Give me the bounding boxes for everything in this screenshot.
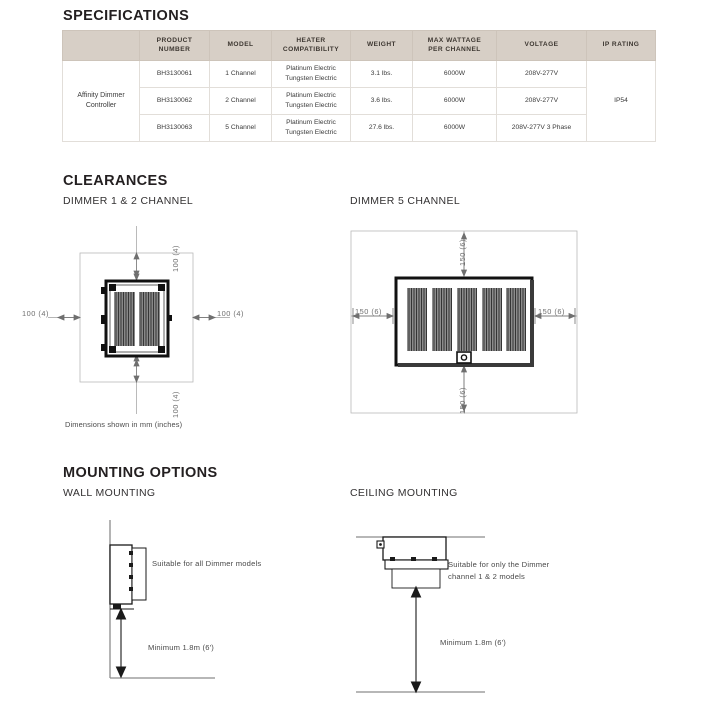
- header-wattage-line2: PER CHANNEL: [428, 45, 481, 53]
- cell-ip-rating: IP54: [587, 61, 656, 142]
- wall-mounting-label: WALL MOUNTING: [63, 487, 156, 499]
- table-header-row: [63, 31, 656, 61]
- specifications-heading: SPECIFICATIONS: [63, 8, 190, 24]
- header-product-number-line1: PRODUCT: [156, 36, 193, 44]
- heater-line2: Tungsten Electric: [285, 75, 337, 82]
- ceiling-mounting-label: CEILING MOUNTING: [350, 487, 458, 499]
- cell-weight: 3.6 lbs.: [351, 88, 413, 115]
- dimensions-footnote: Dimensions shown in mm (inches): [65, 420, 183, 429]
- dim-label-top: 100 (4): [171, 245, 180, 272]
- cell-product-family: Affinity Dimmer Controller: [63, 61, 140, 142]
- clearances-left-label: DIMMER 1 & 2 CHANNEL: [63, 195, 194, 207]
- table-row: [63, 61, 656, 88]
- cell-product-number: BH3130061: [140, 61, 210, 88]
- cell-max-wattage: 6000W: [413, 115, 497, 142]
- cell-model: 1 Channel: [210, 61, 272, 88]
- cell-heater-compatibility: [272, 61, 351, 88]
- cell-weight: 27.6 lbs.: [351, 115, 413, 142]
- table-row: [63, 115, 656, 142]
- heater-line1: Platinum Electric: [286, 64, 336, 72]
- heater-line2: Tungsten Electric: [285, 129, 337, 136]
- header-weight: WEIGHT: [351, 31, 413, 61]
- ceiling-mounting-height-label: Minimum 1.8m (6'): [440, 638, 507, 647]
- header-ip-rating: IP RATING: [587, 31, 656, 61]
- clearances-right-label: DIMMER 5 CHANNEL: [350, 195, 461, 207]
- cell-heater-compatibility: [272, 115, 351, 142]
- cell-max-wattage: 6000W: [413, 61, 497, 88]
- control-port-icon: [457, 352, 471, 363]
- header-heater-line1: HEATER: [296, 36, 326, 44]
- wall-mounting-note: Suitable for all Dimmer models: [152, 559, 262, 568]
- ceiling-mounted-dimmer-device: [377, 537, 448, 588]
- dim-label-top: 150 (6): [458, 239, 467, 266]
- header-voltage: VOLTAGE: [497, 31, 587, 61]
- dimension-arrow-top: [134, 253, 139, 277]
- dimmer-device-5-channel: [396, 278, 534, 367]
- ceiling-mounting-drawing: [348, 515, 678, 720]
- heater-line2: Tungsten Electric: [285, 102, 337, 109]
- height-dimension-arrow: [412, 587, 421, 692]
- specifications-table: [62, 30, 656, 142]
- wall-mounted-dimmer-device: [110, 545, 146, 609]
- cell-voltage: 208V-277V 3 Phase: [497, 115, 587, 142]
- dim-label-bottom: 150 (6): [458, 387, 467, 414]
- heater-line1: Platinum Electric: [286, 91, 336, 99]
- header-heater-line2: COMPATIBILITY: [282, 45, 340, 53]
- dimension-arrow-bottom: [134, 360, 139, 382]
- header-model: MODEL: [210, 31, 272, 61]
- dim-label-right: 150 (6): [538, 307, 565, 316]
- dim-label-bottom: 100 (4): [171, 391, 180, 418]
- header-product-number: [140, 31, 210, 61]
- wall-mounting-height-label: Minimum 1.8m (6'): [148, 643, 215, 652]
- heater-line1: Platinum Electric: [286, 118, 336, 126]
- table-row: [63, 88, 656, 115]
- cell-model: 5 Channel: [210, 115, 272, 142]
- heat-sink-fins: [407, 288, 526, 351]
- ceiling-mounting-note-line1: Suitable for only the Dimmer: [448, 560, 550, 569]
- header-max-wattage: [413, 31, 497, 61]
- dimension-arrow-right: [193, 315, 215, 320]
- cell-max-wattage: 6000W: [413, 88, 497, 115]
- mounting-options-heading: MOUNTING OPTIONS: [63, 465, 218, 481]
- cell-model: 2 Channel: [210, 88, 272, 115]
- ceiling-mounting-note-line2: channel 1 & 2 models: [448, 572, 526, 581]
- header-wattage-line1: MAX WATTAGE: [427, 36, 482, 44]
- cell-weight: 3.1 lbs.: [351, 61, 413, 88]
- height-dimension-arrow: [110, 609, 134, 677]
- cell-voltage: 208V-277V: [497, 88, 587, 115]
- header-blank: [63, 31, 140, 61]
- dimmer-device-1-2-channel: [101, 281, 172, 356]
- dim-label-left: 150 (6): [355, 307, 382, 316]
- wall-mounting-drawing: [60, 515, 360, 720]
- dimmer-1-2-clearance-drawing: [22, 220, 330, 420]
- cell-heater-compatibility: [272, 88, 351, 115]
- header-product-number-line2: NUMBER: [158, 45, 191, 53]
- header-heater-compatibility: [272, 31, 351, 61]
- dimension-arrow-left: [58, 315, 80, 320]
- cell-product-number: BH3130062: [140, 88, 210, 115]
- cell-product-number: BH3130063: [140, 115, 210, 142]
- cell-voltage: 208V-277V: [497, 61, 587, 88]
- dim-label-right: 100 (4): [217, 309, 244, 318]
- clearances-heading: CLEARANCES: [63, 173, 168, 189]
- dimmer-5-clearance-drawing: [345, 220, 675, 420]
- dim-label-left: 100 (4): [22, 309, 49, 318]
